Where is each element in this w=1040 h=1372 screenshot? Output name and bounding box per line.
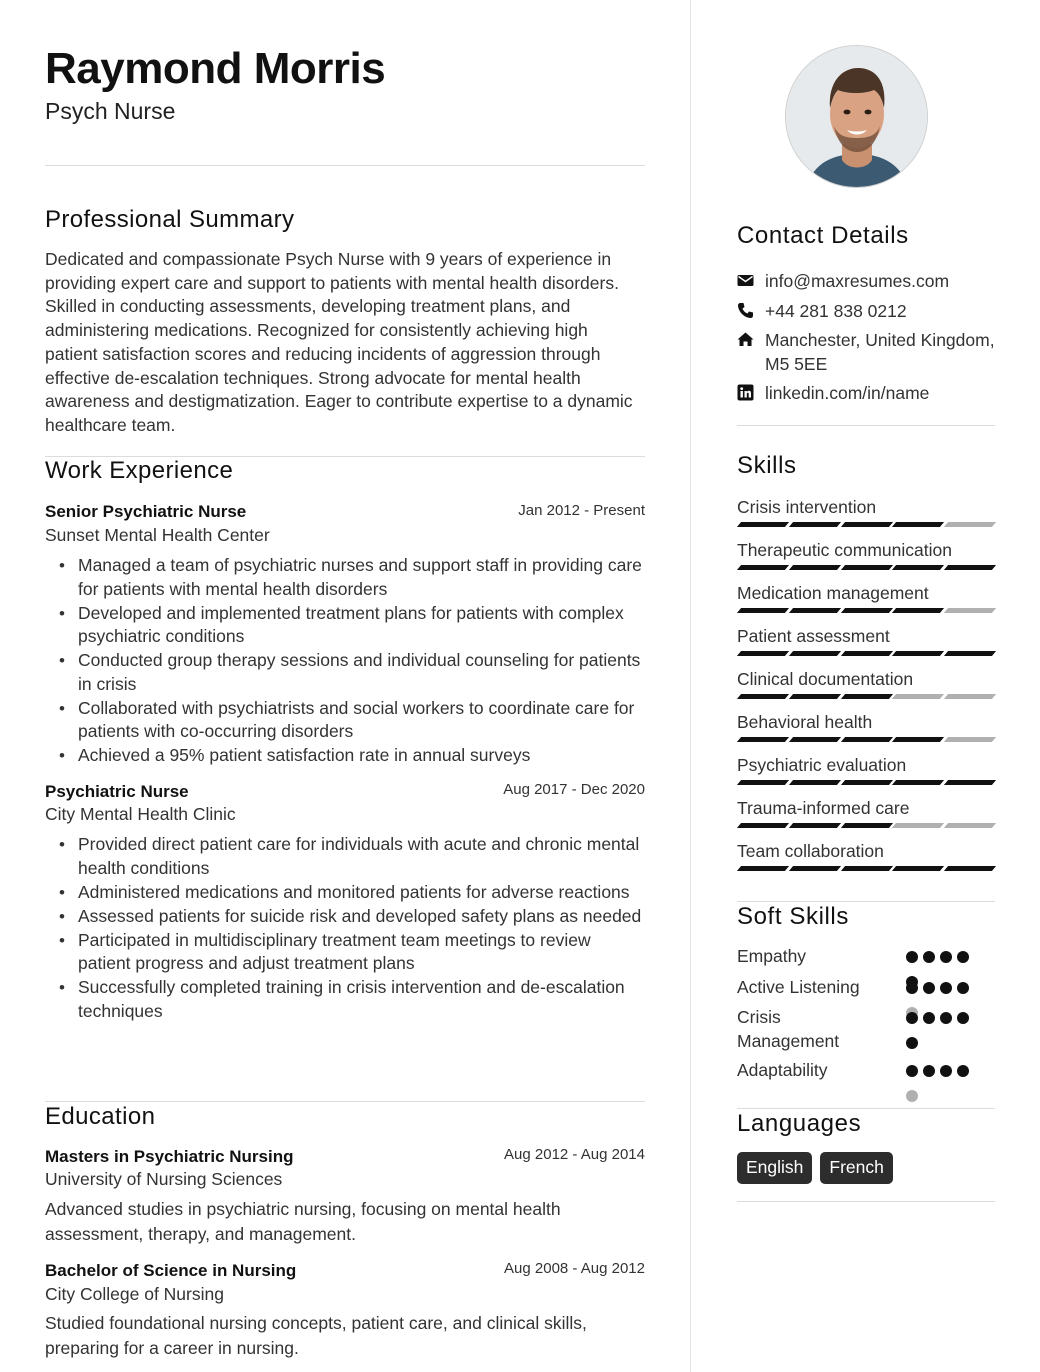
- rating-dot: [940, 1012, 952, 1024]
- skill-level-segment: [892, 780, 944, 785]
- summary-text: Dedicated and compassionate Psych Nurse with 9 years of experience in providing expert care and support to patients with mental health disorders. Skilled in conducting assessments, developing treatment plans, and administering medications. Recognized for consistently achieving high patient satisfaction scores and reducing incidents of aggression through effective de-escalation techniques. Strong advocate for mental health awareness and destigmatization. Eager to contribute expertise to a dynamic healthcare team.: [45, 249, 633, 435]
- skill-level-segment: [892, 694, 944, 699]
- candidate-name: Raymond Morris: [45, 44, 386, 93]
- email-link[interactable]: info@maxresumes.com: [765, 271, 950, 291]
- bullet-item: • Administered medications and monitored patients for adverse reactions: [45, 881, 645, 905]
- profile-photo-icon: [786, 46, 928, 188]
- skill-name: Trauma-informed care: [737, 798, 910, 818]
- skill-level-segment: [789, 565, 841, 570]
- rating-dot: [957, 1012, 969, 1024]
- job-bullets: [45, 833, 645, 1024]
- skill-level-segment: [892, 522, 944, 527]
- edu-description: Advanced studies in psychiatric nursing, focusing on mental health assessment, therapy, and management.: [45, 1199, 561, 1244]
- job-company: Sunset Mental Health Center: [45, 525, 270, 545]
- header-divider: [45, 165, 645, 166]
- job-company: City Mental Health Clinic: [45, 804, 236, 824]
- skill-level-segment: [944, 694, 996, 699]
- skill-level-bar: [739, 522, 994, 527]
- phone-icon: [737, 302, 754, 319]
- bullet-item: • Collaborated with psychiatrists and social workers to coordinate care for patients with co-occurring disorders: [45, 697, 645, 744]
- edu-description: Studied foundational nursing concepts, patient care, and clinical skills, preparing for a career in nursing.: [45, 1313, 587, 1358]
- skill-level-segment: [840, 651, 892, 656]
- summary-heading: Professional Summary: [45, 206, 295, 233]
- skill-item: [737, 668, 995, 690]
- skill-level-segment: [840, 780, 892, 785]
- skill-level-segment: [892, 565, 944, 570]
- section-divider: [737, 1108, 995, 1109]
- skill-name: Medication management: [737, 583, 929, 603]
- edu-date: Aug 2012 - Aug 2014: [504, 1146, 645, 1163]
- rating-dot: [906, 1037, 918, 1049]
- soft-skill-item: [737, 1006, 995, 1053]
- skill-name: Behavioral health: [737, 712, 873, 732]
- skill-level-segment: [737, 737, 789, 742]
- bullet-item: • Provided direct patient care for individuals with acute and chronic mental health conditions: [45, 833, 645, 880]
- skill-level-segment: [840, 565, 892, 570]
- skill-level-segment: [737, 694, 789, 699]
- soft-skill-name: Empathy: [737, 946, 807, 966]
- job-title: Psychiatric Nurse: [45, 782, 189, 801]
- soft-skills-heading: Soft Skills: [737, 903, 849, 930]
- skill-level-segment: [892, 651, 944, 656]
- rating-dot: [940, 982, 952, 994]
- bullet-item: • Successfully completed training in crisis intervention and de-escalation techniques: [45, 976, 645, 1023]
- skill-level-bar: [739, 608, 994, 613]
- edu-school: City College of Nursing: [45, 1284, 224, 1304]
- bullet-item: • Achieved a 95% patient satisfaction rate in annual surveys: [45, 744, 645, 768]
- column-divider: [690, 0, 691, 1372]
- skill-level-segment: [840, 737, 892, 742]
- rating-dot: [957, 982, 969, 994]
- skill-level-segment: [789, 737, 841, 742]
- skill-level-bar: [739, 565, 994, 570]
- skill-name: Clinical documentation: [737, 669, 914, 689]
- skill-level-segment: [892, 866, 944, 871]
- skill-level-segment: [737, 651, 789, 656]
- contact-heading: Contact Details: [737, 222, 909, 249]
- soft-skill-item: [737, 1059, 995, 1083]
- rating-dot: [906, 1012, 918, 1024]
- skill-level-segment: [944, 608, 996, 613]
- skill-level-bar: [739, 737, 994, 742]
- experience-heading: Work Experience: [45, 457, 234, 484]
- job-title: Senior Psychiatric Nurse: [45, 502, 247, 521]
- skill-level-bar: [739, 866, 994, 871]
- rating-dot: [957, 951, 969, 963]
- rating-dot: [906, 982, 918, 994]
- skill-level-bar: [739, 780, 994, 785]
- section-divider: [737, 1201, 995, 1202]
- bullet-item: • Conducted group therapy sessions and individual counseling for patients in crisis: [45, 649, 645, 696]
- linkedin-link[interactable]: linkedin.com/in/name: [765, 383, 930, 403]
- rating-dot: [906, 1065, 918, 1077]
- skill-level-segment: [737, 565, 789, 570]
- skill-level-segment: [840, 866, 892, 871]
- skill-name: Team collaboration: [737, 841, 884, 861]
- rating-dot: [923, 951, 935, 963]
- edu-school: University of Nursing Sciences: [45, 1169, 283, 1189]
- avatar: [785, 45, 928, 188]
- skill-name: Crisis intervention: [737, 497, 877, 517]
- skill-level-segment: [737, 866, 789, 871]
- section-divider: [45, 1101, 645, 1102]
- skill-level-segment: [892, 737, 944, 742]
- skill-level-segment: [737, 608, 789, 613]
- skill-level-segment: [737, 522, 789, 527]
- skills-heading: Skills: [737, 452, 797, 479]
- skill-level-segment: [944, 823, 996, 828]
- soft-skill-name: Active Listening: [737, 977, 860, 997]
- skill-level-segment: [944, 565, 996, 570]
- skill-level-segment: [840, 522, 892, 527]
- skill-level-segment: [944, 866, 996, 871]
- candidate-title: Psych Nurse: [45, 98, 176, 124]
- rating-dot: [940, 951, 952, 963]
- skill-level-segment: [789, 522, 841, 527]
- bullet-item: • Assessed patients for suicide risk and developed safety plans as needed: [45, 905, 645, 929]
- skill-item: [737, 754, 995, 776]
- language-chip: French: [820, 1152, 892, 1184]
- phone-text: +44 281 838 0212: [765, 301, 907, 321]
- skill-item: [737, 539, 995, 561]
- skill-level-segment: [944, 651, 996, 656]
- skill-level-segment: [840, 823, 892, 828]
- rating-dot: [923, 1012, 935, 1024]
- skill-level-bar: [739, 651, 994, 656]
- section-divider: [737, 425, 995, 426]
- soft-skill-item: [737, 945, 995, 969]
- skill-name: Psychiatric evaluation: [737, 755, 907, 775]
- skill-level-segment: [892, 608, 944, 613]
- skill-level-segment: [944, 780, 996, 785]
- soft-skill-name: Adaptability: [737, 1060, 828, 1080]
- envelope-icon: [737, 272, 754, 289]
- skill-name: Patient assessment: [737, 626, 890, 646]
- education-heading: Education: [45, 1103, 156, 1130]
- skill-level-segment: [789, 780, 841, 785]
- skill-item: [737, 711, 995, 733]
- skill-level-segment: [789, 866, 841, 871]
- soft-skill-rating: [906, 1012, 982, 1049]
- skill-item: [737, 840, 995, 862]
- edu-degree: Masters in Psychiatric Nursing: [45, 1147, 294, 1166]
- language-chip: English: [737, 1152, 812, 1184]
- job-date: Jan 2012 - Present: [518, 502, 645, 519]
- address-text: Manchester, United Kingdom, M5 5EE: [765, 330, 995, 374]
- soft-skill-item: [737, 976, 995, 1000]
- job-bullets: [45, 554, 645, 768]
- skill-level-segment: [789, 823, 841, 828]
- edu-degree: Bachelor of Science in Nursing: [45, 1261, 297, 1280]
- rating-dot: [923, 1065, 935, 1077]
- languages-list: [737, 1152, 893, 1184]
- rating-dot: [957, 1065, 969, 1077]
- section-divider: [737, 901, 995, 902]
- edu-date: Aug 2008 - Aug 2012: [504, 1260, 645, 1277]
- skill-level-segment: [789, 694, 841, 699]
- skill-level-segment: [892, 823, 944, 828]
- bullet-item: • Developed and implemented treatment plans for patients with complex psychiatric conditions: [45, 602, 645, 649]
- soft-skill-name: Crisis Management: [737, 1007, 840, 1051]
- rating-dot: [923, 982, 935, 994]
- skill-item: [737, 582, 995, 604]
- skill-item: [737, 797, 995, 819]
- rating-dot: [906, 951, 918, 963]
- rating-dot: [940, 1065, 952, 1077]
- home-icon: [737, 331, 754, 348]
- skill-level-bar: [739, 694, 994, 699]
- skill-item: [737, 625, 995, 647]
- job-date: Aug 2017 - Dec 2020: [503, 781, 645, 798]
- linkedin-icon: [737, 384, 754, 401]
- languages-heading: Languages: [737, 1110, 862, 1137]
- soft-skill-rating: [906, 1065, 982, 1102]
- skill-level-segment: [944, 522, 996, 527]
- skill-level-segment: [789, 608, 841, 613]
- skill-level-segment: [737, 823, 789, 828]
- skill-level-bar: [739, 823, 994, 828]
- skill-level-segment: [944, 737, 996, 742]
- skill-name: Therapeutic communication: [737, 540, 952, 560]
- skill-item: [737, 496, 995, 518]
- skill-level-segment: [840, 694, 892, 699]
- bullet-item: • Managed a team of psychiatric nurses and support staff in providing care for patients with mental health disorders: [45, 554, 645, 601]
- skill-level-segment: [789, 651, 841, 656]
- rating-dot: [906, 1090, 918, 1102]
- bullet-item: • Participated in multidisciplinary treatment team meetings to review patient progress and adjust treatment plans: [45, 929, 645, 976]
- skill-level-segment: [737, 780, 789, 785]
- skill-level-segment: [840, 608, 892, 613]
